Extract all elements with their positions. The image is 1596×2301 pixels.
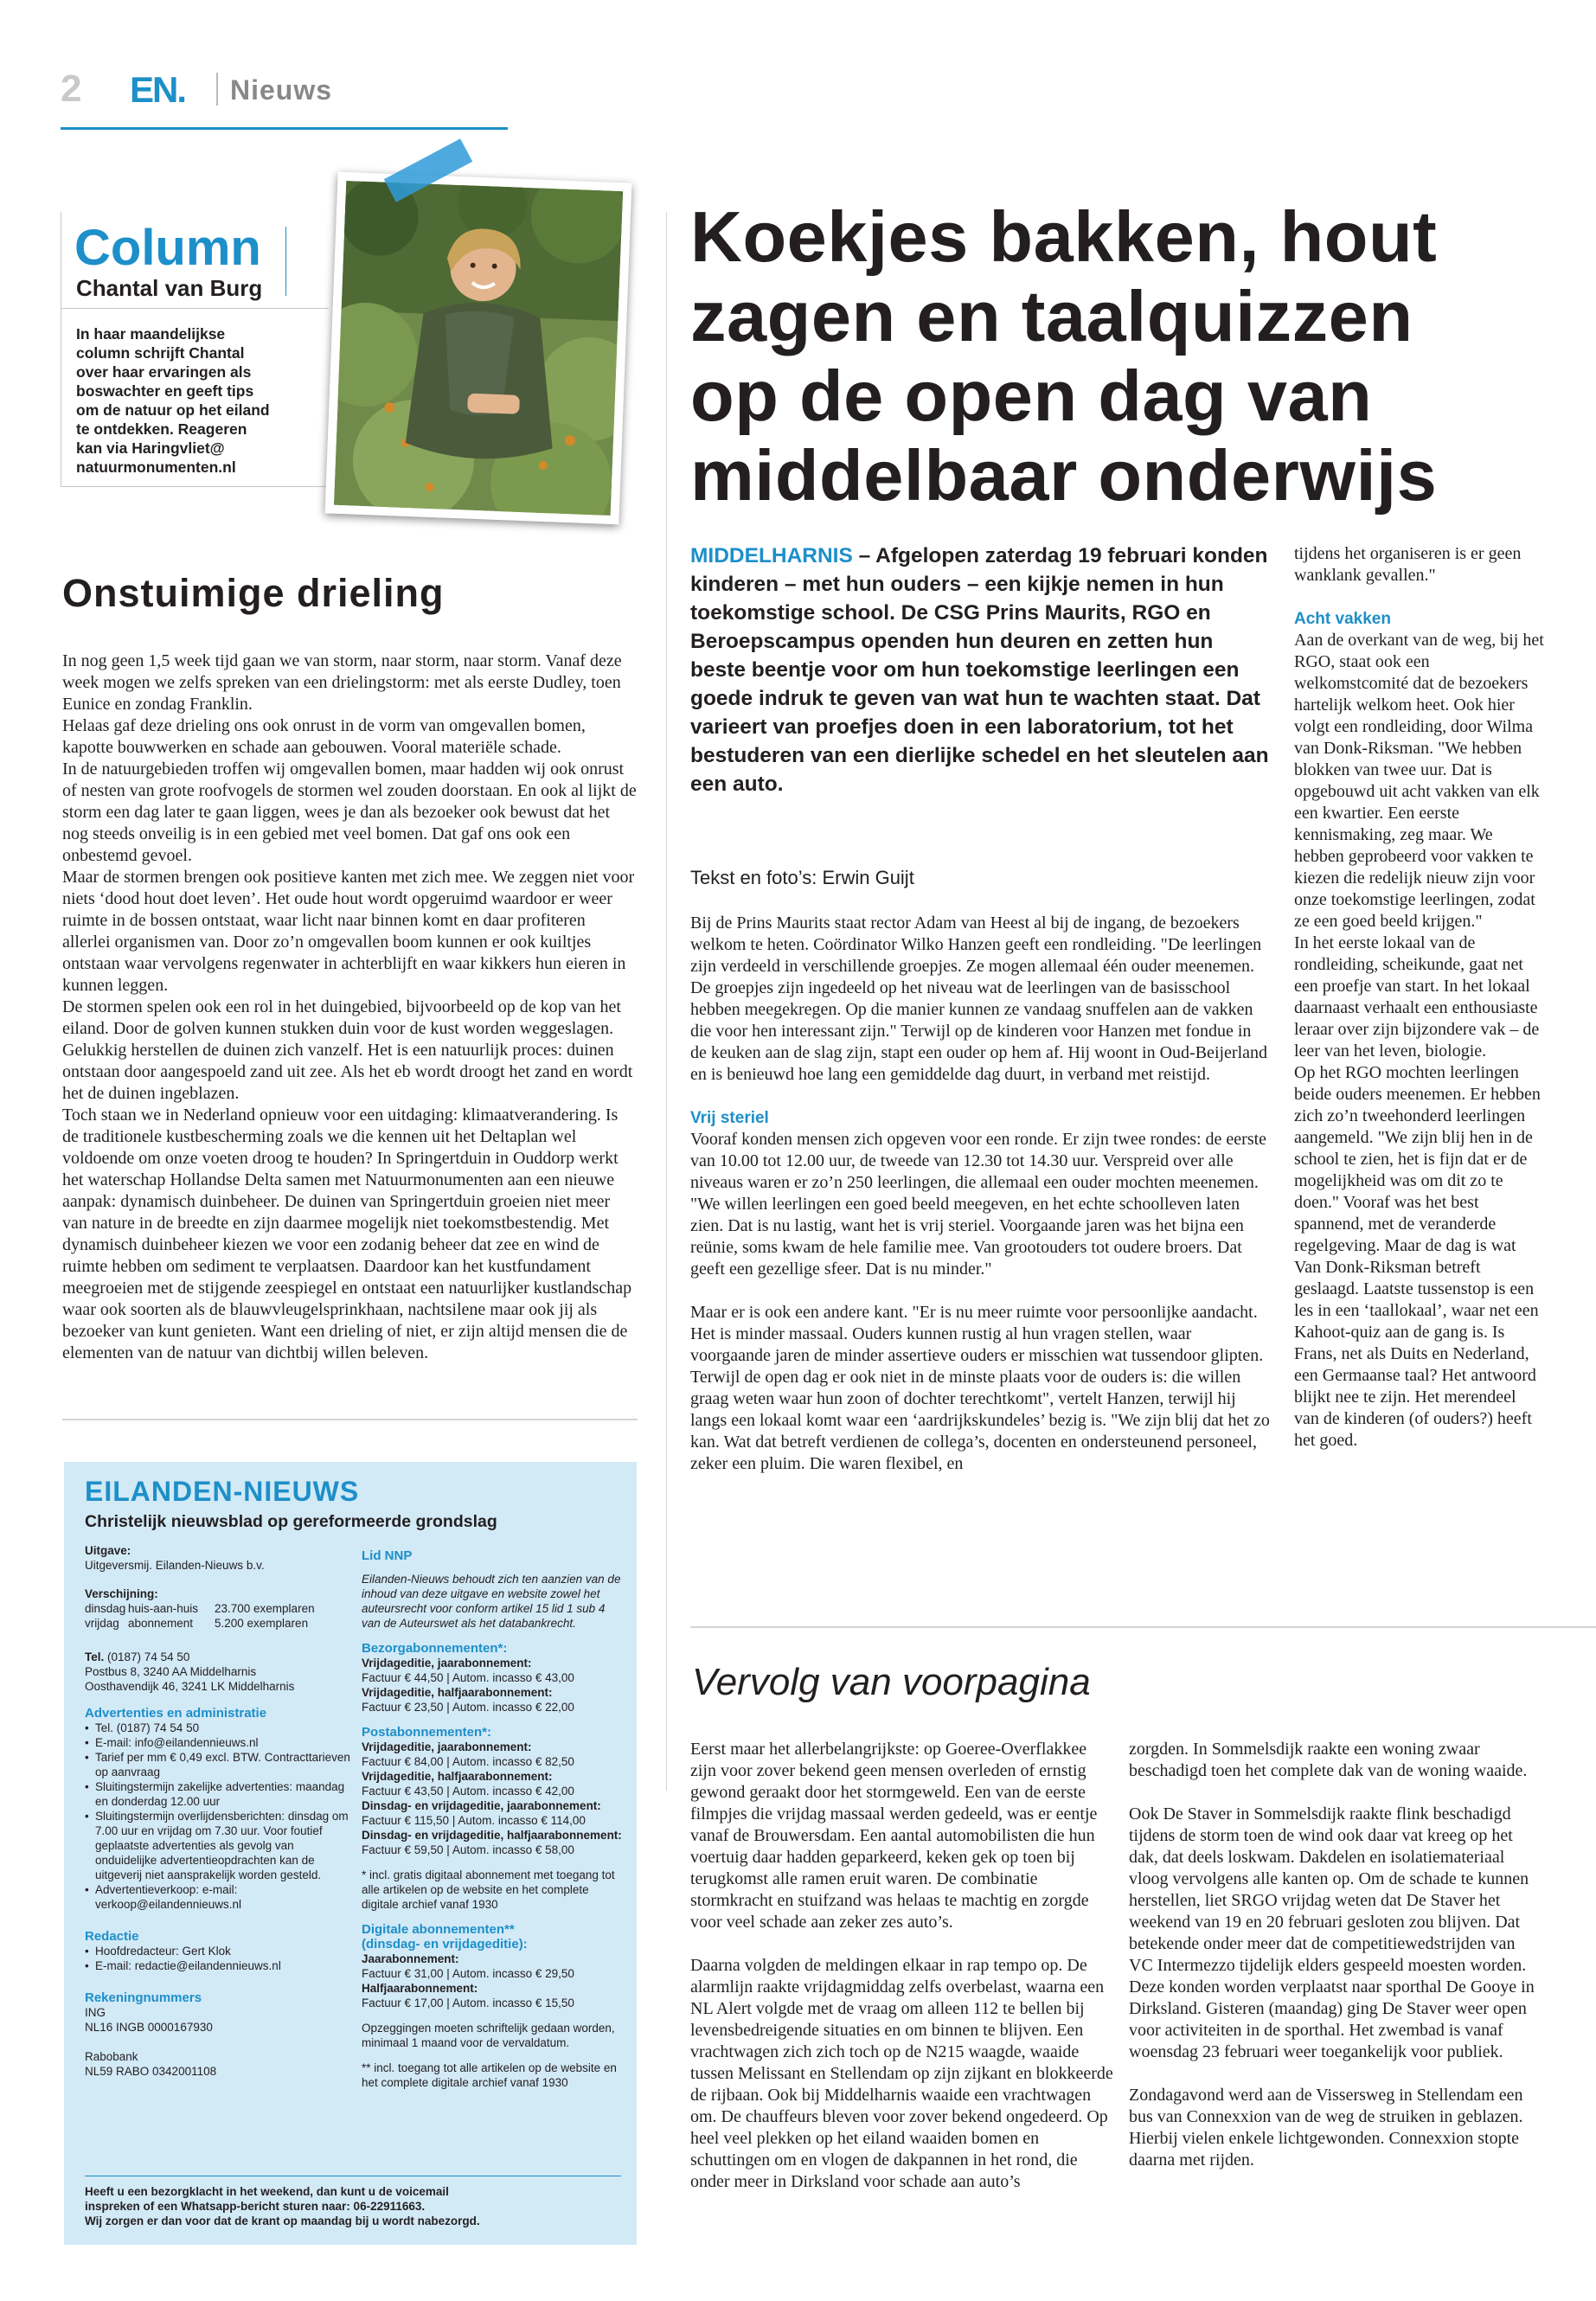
price-line: Factuur € 43,50 | Autom. incasso € 42,00 (362, 1785, 574, 1798)
intro-line: natuurmonumenten.nl (76, 458, 236, 476)
subheading-acht-vakken: Acht vakken (1294, 610, 1391, 628)
price-label: Vrijdageditie, jaarabonnement: (362, 1740, 532, 1753)
price-label: Vrijdageditie, halfjaarabonnement: (362, 1686, 553, 1699)
column-paragraph: Toch staan we in Nederland opnieuw voor een uitdaging: klimaatverandering. Is de traditionele kustbescherming zoals we die kennen uit het Deltaplan wel voldoende om onze voeten droog te houden? In Springertduin in Ouddorp werkt het waterschap Hollandse Delta samen met Natuurmonumenten aan een nieuwe aanpak: dynamisch duinbeheer. De duinen van Springertduin groeien niet meer van nature in de breedte en zijn daarmee mogelijk niet toekomstbestendig. Met dynamisch duinbeheer kiezen we voor een zodanig beheer dat zee en wind de ruimte hebben om sediment te verplaatsen. Daardoor kan het kustfundament meegroeien met de stijgende zeespiegel en ontstaat een natuurlijker kustlandschap waar ook soorten als de blauwvleugelsprinkhaan, nachtsilene maar ook jij als bezoeker van kunt genieten. Want een drieling of niet, er zijn altijd mensen die de elementen van de natuur van dichtbij willen beleven. (62, 1106, 632, 1362)
article-paragraph: tijdens het organiseren is er geen wanklank gevallen." (1294, 544, 1522, 585)
tel-number: (0187) 74 54 50 (107, 1650, 190, 1663)
opzeg-text: Opzeggingen moeten schriftelijk gedaan worden, minimaal 1 maand voor de vervaldatum. (362, 2022, 615, 2049)
newspaper-logo: EN. (130, 69, 186, 110)
intro-line: column schrijft Chantal (76, 344, 245, 362)
column-author: Chantal van Burg (76, 275, 263, 301)
colophon-subtitle: Christelijk nieuwsblad op gereformeerde grondslag (85, 1512, 497, 1531)
price-line: Factuur € 115,50 | Autom. incasso € 114,00 (362, 1814, 586, 1827)
article-lead (690, 542, 1272, 798)
adv-item: • Sluitingstermijn overlijdensberichten: dinsdag om 7.00 uur en vrijdag om 7.30 uur. Voor foutief geplaatste advertenties als gevolg van onduidelijke advertentieopdrachten kan de uitgeverij niet aansprakelijk worden gesteld. (85, 1809, 353, 1882)
header-rule (61, 127, 508, 130)
rek-line: NL16 INGB 0000167930 (85, 2021, 213, 2034)
intro-line: om de natuur op het eiland (76, 401, 270, 419)
price-line: Factuur € 23,50 | Autom. incasso € 22,00 (362, 1701, 574, 1714)
column-headline: Onstuimige drieling (62, 571, 445, 615)
verschijning-row (85, 1601, 353, 1616)
vervolg-headline: Vervolg van voorpagina (692, 1661, 1091, 1703)
verschijning-count: 5.200 exemplaren (215, 1617, 309, 1630)
colophon-left-column (85, 1543, 353, 2079)
column-paragraph: In de natuurgebieden troffen wij omgevallen bomen, maar hadden wij ook onrust of nesten van grote roofvogels de stormen wel zouden doorstaan. En ook al lijkt de storm een dag later te gaan liggen, wees je dan als bezoeker ook bewust dat het nog steeds onveilig is in een gebied met veel bomen. Dat gaf ons ook een onbestemd gevoel. (62, 760, 637, 865)
author-photo-image (334, 181, 623, 516)
headline-line: Koekjes bakken, hout (690, 196, 1438, 277)
price-line: Factuur € 44,50 | Autom. incasso € 43,00 (362, 1671, 574, 1684)
adv-item: • E-mail: info@eilandennieuws.nl (85, 1735, 353, 1750)
column-paragraph: Helaas gaf deze drieling ons ook onrust in de vorm van omgevallen bomen, kapotte bouwwerken en schade aan gebouwen. Vooral materiële schade. (62, 716, 586, 757)
column-paragraph: In nog geen 1,5 week tijd gaan we van storm, naar storm, naar storm. Vanaf deze week mogen we zelfs spreken van een drielingstorm: met als eerste Dudley, toen Eunice en zondag Franklin. (62, 651, 622, 714)
article-right-column (1294, 543, 1545, 1452)
headline-line: op de open dag van (690, 356, 1373, 436)
address-line: Postbus 8, 3240 AA Middelharnis (85, 1665, 257, 1678)
header-divider (216, 73, 218, 106)
price-label: Dinsdag- en vrijdageditie, jaarabonnement: (362, 1799, 601, 1812)
price-line: Factuur € 17,00 | Autom. incasso € 15,50 (362, 1997, 574, 2009)
intro-line: In haar maandelijkse (76, 325, 226, 343)
column-paragraph: De stormen spelen ook een rol in het duingebied, bijvoorbeeld op de kop van het eiland. Door de golven kunnen stukken duin voor de kust worden weggeslagen. Gelukkig herstellen de duinen zich vanzelf. Het is een natuurlijk proces: duinen ontstaan door aangespoeld zand uit zee. Als het eb wordt droogt het zand en wordt het de duinen ingeblazen. (62, 997, 633, 1103)
vervolg-paragraph: Daarna volgden de meldingen elkaar in rap tempo op. De alarmlijn raakte vrijdagmiddag zelfs overbelast, waarna een NL Alert volgde met de vraag om alleen 112 te bellen bij levensbedreigende situaties en om binnen te blijven. Een vrachtwagen zich zich toch op de N215 waagde, waaide tussen Melissant en Stellendam op zijn zijkant en blokkeerde de rijbaan. Ook bij Middelharnis waaide een vrachtwagen om. De chauffeurs bleven voor zover bekend ongedeerd. Op heel veel plekken op het eiland waaiden bomen en schuttingen om en vlogen de dakpannen in het rond, die onder meer in Dirksland voor schade aan auto’s (690, 1956, 1113, 2191)
adv-item: • Sluitingstermijn zakelijke advertenties: maandag en donderdag 12.00 uur (85, 1779, 353, 1809)
uitgave-heading: Uitgave: (85, 1544, 131, 1557)
adv-item: • Tarief per mm € 0,49 excl. BTW. Contracttarieven op aanvraag (85, 1750, 353, 1779)
rek-heading: Rekeningnummers (85, 1990, 202, 2005)
author-photo (325, 172, 632, 525)
vervolg-paragraph: Zondagavond werd aan de Vissersweg in Stellendam een bus van Connexxion van de weg de struiken in geblazen. Hierbij vielen enkele lichtgewonden. Connexxion stopte daarna met rijden. (1129, 2086, 1523, 2170)
vervolg-paragraph: Eerst maar het allerbelangrijkste: op Goeree-Overflakkee zijn voor zover bekend geen mensen overleden of ernstig gewond geraakt door het stormgeweld. Een van de eerste filmpjes die vrijdag massaal werden gedeeld, was er eentje vanaf de Brouwersdam. Een aantal automobilisten die hun voertuig daar hadden geparkeerd, keken gek op toen bij terugkomst alle ramen eruit waren. De combinatie stormkracht en stuifzand was helaas te machtig en zorgde voor veel schade aan zeker zes auto’s. (690, 1740, 1098, 1932)
price-line: Factuur € 59,50 | Autom. incasso € 58,00 (362, 1843, 574, 1856)
subheading-vrij-steriel: Vrij steriel (690, 1109, 769, 1127)
left-divider (62, 1419, 638, 1420)
uitgave-text: Uitgeversmij. Eilanden-Nieuws b.v. (85, 1559, 265, 1572)
footnote-1: * incl. gratis digitaal abonnement met toegang tot alle artikelen op de website en het complete digitale archief vanaf 1930 (362, 1868, 615, 1911)
redactie-heading: Redactie (85, 1929, 139, 1944)
colophon-bottom-note (85, 2184, 621, 2228)
price-label: Dinsdag- en vrijdageditie, halfjaarabonnement: (362, 1829, 622, 1842)
article-paragraph: In het eerste lokaal van de rondleiding, scheikunde, gaat net een proefje van start. In het lokaal daarnaast verhaalt een enthousiaste leraar over zijn bijzondere vak – de leer van het leven, biologie. (1294, 933, 1540, 1061)
dateline: MIDDELHARNIS (690, 544, 853, 567)
column-body (62, 651, 638, 1364)
price-label: Halfjaarabonnement: (362, 1982, 478, 1995)
rek-line: NL59 RABO 0342001108 (85, 2065, 217, 2078)
adv-heading: Advertenties en administratie (85, 1706, 267, 1721)
redactie-item: • E-mail: redactie@eilandennieuws.nl (85, 1958, 353, 1973)
verschijning-day: dinsdag (85, 1602, 126, 1615)
article-paragraph: Vooraf konden mensen zich opgeven voor een ronde. Er zijn twee rondes: de eerste van 10.00 tot 12.00 uur, de tweede van 12.30 tot 14.30 uur. Verspreid over alle niveaus waren er zo’n 250 leerlingen, die allemaal een ouder mochten meenemen. "We willen leerlingen een goed beeld meegeven, en het echte schoolleven laten zien. Dat is nu lastig, want het is vrij steriel. Voorgaande jaren was het bijna een reünie, soms kwam de hele familie mee. Van grootouders tot oudere broers. Dat geeft een gezellige sfeer. Dat is nu minder." (690, 1130, 1267, 1279)
article-headline (690, 197, 1596, 516)
post-heading: Postabonnementen*: (362, 1725, 492, 1740)
verschijning-type: huis-aan-huis (128, 1602, 199, 1615)
digital-heading-2: (dinsdag- en vrijdageditie): (362, 1937, 528, 1952)
column-intro (76, 324, 303, 477)
column-label: Column (74, 220, 261, 276)
vervolg-right-column (1129, 1739, 1540, 2171)
section-label: Nieuws (230, 74, 333, 106)
headline-line: zagen en taalquizzen (690, 276, 1413, 356)
verschijning-heading: Verschijning: (85, 1587, 158, 1600)
colophon-logo: EILANDEN-NIEUWS (85, 1476, 360, 1507)
vervolg-paragraph: zorgden. In Sommelsdijk raakte een woning zwaar beschadigd toen het complete dak van de woning waaide. (1129, 1740, 1528, 1780)
adv-item: • Tel. (0187) 74 54 50 (85, 1721, 353, 1735)
nnp-heading: Lid NNP (362, 1548, 413, 1563)
article-body (690, 913, 1272, 1475)
redactie-item: • Hoofdredacteur: Gert Klok (85, 1944, 353, 1958)
price-label: Jaarabonnement: (362, 1952, 459, 1965)
verschijning-day: vrijdag (85, 1617, 119, 1630)
bottom-line: Heeft u een bezorgklacht in het weekend, dan kunt u de voicemail (85, 2185, 449, 2198)
address-line: Oosthavendijk 46, 3241 LK Middelharnis (85, 1680, 295, 1693)
article-paragraph: Op het RGO mochten leerlingen beide ouders meenemen. Er hebben zich zo’n tweehonderd leerlingen aangemeld. "We zijn blij hen in de school te zien, het is fijn dat er de mogelijkheid was om dit zo te doen." Vooraf was het best spannend, met de veranderde regelgeving. Maar de dag is wat Van Donk-Riksman betreft geslaagd. Laatste tussenstop is een les in een ‘taallokaal’, waar net een Kahoot-quiz aan de gang is. Is Frans, net als Duits en Nederland, een Germaanse taal? Het antwoord blijkt nee te zijn. Het merendeel van de kinderen (of ouders?) heeft het goed. (1294, 1063, 1541, 1450)
lead-text: – Afgelopen zaterdag 19 februari konden kinderen – met hun ouders – een kijkje nemen in hun toekomstige school. De CSG Prins Maurits, RGO en Beroepscampus openden hun deuren en zetten hun beste beentje voor om hun toekomstige leerlingen een goede indruk te geven van wat hun te wachten staat. Dat varieert van proefjes doen in een laboratorium, tot het bestuderen van een dierlijke schedel en het sleutelen aan een auto. (690, 544, 1269, 796)
column-paragraph: Maar de stormen brengen ook positieve kanten met zich mee. We zeggen niet voor niets ‘dood hout doet leven’. Het oude hout wordt opgeruimd waardoor er weer ruimte in de bossen ontstaat, waar licht naar binnen komt en daar profiteren allerlei organismen van. Door zo’n omgevallen boom kunnen er ook kuiltjes ontstaan waar vervolgens regenwater in achterblijft en waar kikkers hun eieren in kunnen leggen. (62, 868, 635, 995)
vertical-rule (666, 212, 667, 1791)
digital-heading-1: Digitale abonnementen** (362, 1922, 515, 1937)
intro-line: kan via Haringvliet@ (76, 439, 225, 457)
article-paragraph: Aan de overkant van de weg, bij het RGO, staat ook een welkomstcomité dat de bezoekers hartelijk welkom heet. Ook hier volgt een rondleiding, door Wilma van Donk-Riksman. "We hebben blokken van twee uur. Dat is opgebouwd uit acht vakken van elk een kwartier. Een eerste kennismaking, zeg maar. We hebben geprobeerd voor vakken te kiezen die redelijk nieuw zijn voor onze toekomstige leerlingen, zodat ze een goed beeld krijgen." (1294, 631, 1544, 931)
verschijning-row (85, 1616, 353, 1631)
right-divider (690, 1626, 1596, 1628)
article-paragraph: Maar er is ook een andere kant. "Er is nu meer ruimte voor persoonlijke aandacht. Het is minder massaal. Ouders kunnen rustig al hun vragen stellen, waar voorgaande jaren de minder assertieve ouders er misschien wat tussendoor glipten. Terwijl de open dag er ook niet in de minste plaats voor de ouders is: die willen graag weten waar hun zoon of dochter terechtkomt", vertelt Hanzen, terwijl hij langs een lokaal komt waar een ‘aardrijkskundeles’ bezig is. "We zijn blij dat het zo kan. Wat dat betreft verdienen de collega’s, docenten en ondersteunend personeel, zeker een pluim. Die waren flexibel, en (690, 1303, 1270, 1473)
verschijning-count: 23.700 exemplaren (215, 1602, 315, 1615)
adv-item: • Advertentieverkoop: e-mail: verkoop@eilandennieuws.nl (85, 1882, 353, 1912)
intro-line: over haar ervaringen als (76, 363, 252, 381)
price-label: Vrijdageditie, jaarabonnement: (362, 1657, 532, 1670)
column-separator (61, 308, 329, 309)
tel-label: Tel. (85, 1650, 105, 1663)
verschijning-type: abonnement (128, 1617, 194, 1630)
rek-line: ING (85, 2006, 106, 2019)
colophon-right-column (362, 1548, 625, 2090)
vervolg-paragraph: Ook De Staver in Sommelsdijk raakte flink beschadigd tijdens de storm toen de wind ook daar vat kreeg op het dak, dat deels loskwam. Dakdelen en isolatiemateriaal vloog vervolgens alle kanten op. Om de schade te kunnen herstellen, liet SRGO vrijdag weten dat De Staver het weekend van 19 en 20 februari gesloten zou blijven. Dat betekende onder meer dat de competitiewedstrijden van VC Intermezzo tijdelijk elders gespeeld moesten worden. Deze konden worden verplaatst naar sporthal De Gooye in Dirksland. Gisteren (maandag) ging De Staver weer open voor activiteiten in de sporthal. Het zwembad is vanaf woensdag 23 februari weer toegankelijk voor publiek. (1129, 1804, 1535, 2061)
nnp-text: Eilanden-Nieuws behoudt zich ten aanzien van de inhoud van deze uitgave en website zowel het auteursrecht voor conform artikel 15 lid 1 sub 4 van de Auteurswet als het databankrecht. (362, 1573, 621, 1630)
page-number: 2 (61, 67, 82, 110)
bottom-line: inspreken of een Whatsapp-bericht sturen naar: 06-22911663. (85, 2200, 426, 2213)
headline-line: middelbaar onderwijs (690, 435, 1438, 516)
intro-line: te ontdekken. Reageren (76, 420, 247, 438)
intro-line: boswachter en geeft tips (76, 382, 254, 400)
article-paragraph: Bij de Prins Maurits staat rector Adam van Heest al bij de ingang, de bezoekers welkom te heten. Coördinator Wilko Hanzen geeft een rondleiding. "De leerlingen zijn verdeeld in verschillende groepjes. Ze mogen allemaal één ouder meenemen. De groepjes zijn ingedeeld op het niveau wat de leerlingen van de basisschool hebben meegekregen. Op die manier kunnen ze vandaag snuffelen aan de vakken die voor hen interessant zijn." Terwijl op de kinderen voor Hanzen met fondue in de keuken aan de slag zijn, stapt een ouder op hem af. Hij woont in Oud-Beijerland en is benieuwd hoe lang een gemiddelde dag duurt, in verband met reistijd. (690, 913, 1268, 1084)
article-byline: Tekst en foto’s: Erwin Guijt (690, 867, 914, 888)
bezorg-heading: Bezorgabonnementen*: (362, 1641, 508, 1656)
vervolg-left-column (690, 1739, 1114, 2193)
bottom-line: Wij zorgen er dan voor dat de krant op maandag bij u wordt nabezorgd. (85, 2214, 480, 2227)
price-line: Factuur € 84,00 | Autom. incasso € 82,50 (362, 1755, 574, 1768)
price-line: Factuur € 31,00 | Autom. incasso € 29,50 (362, 1967, 574, 1980)
rek-line: Rabobank (85, 2050, 138, 2063)
column-label-rule (285, 227, 286, 296)
footnote-2: ** incl. toegang tot alle artikelen op de website en het complete digitale archief vanaf 1930 (362, 2061, 617, 2089)
price-label: Vrijdageditie, halfjaarabonnement: (362, 1770, 553, 1783)
